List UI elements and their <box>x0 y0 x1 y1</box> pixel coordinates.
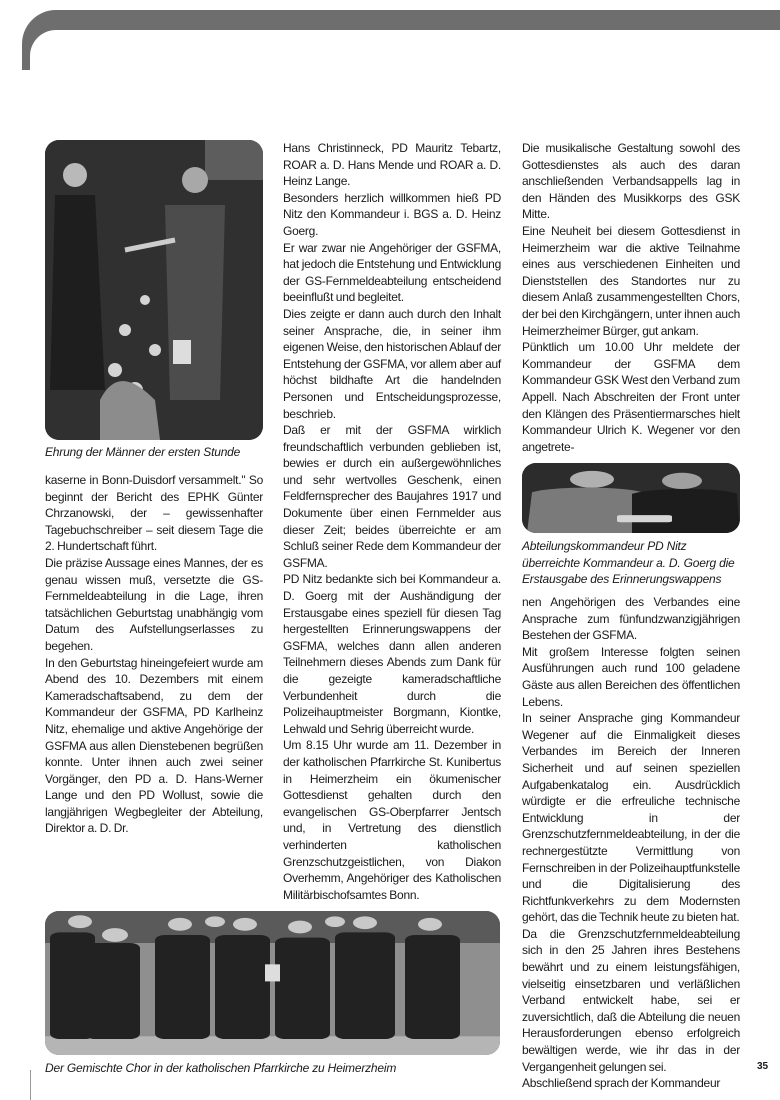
bottom-left-rule <box>30 1070 31 1100</box>
paragraph: Die musikalische Gestaltung sowohl des Gottesdienstes als auch des daran anschließenden Verbandsappells lag in den Händen des Musikkorps des GSK Mitte. <box>522 141 740 222</box>
column-3-bottom <box>522 594 740 1092</box>
caption-right: Abteilungskommandeur PD Nitz überreichte Kommandeur a. D. Goerg die Erstausgabe des Erinnerungswappens <box>522 539 735 586</box>
paragraph: Mit großem Interesse folgten seinen Ausführungen auch rund 100 geladene Gäste aus allen Bereichen des öffentlichen Lebens. <box>522 644 740 709</box>
paragraph: In seiner Ansprache ging Kommandeur Wegener auf die Einmaligkeit dieses Verbandes im Bereich der Inneren Sicherheit und auf seinen speziellen Aufgabenkatalog ein. Ausdrücklich würdigte er die erfreuliche technische Entwicklung in der Grenzschutzfernmeldeabteilung, in der die rechnergestützte Vermittlung von Fernschreiben in der Polizeihauptfunkstelle und die Digitalisierung des Richtfunkverkehrs zu dem Modernsten gehört, das die Technik heute zu bieten hat. <box>522 711 740 925</box>
photo-honoring-men-image <box>45 140 263 440</box>
page-number: 35 <box>757 1061 769 1072</box>
paragraph: Dies zeigte er dann auch durch den Inhalt seiner Ansprache, die, in seiner ihm eigenen Weise, den historischen Ablauf der Entstehung der GSFMA, vor allem aber auf höchst bildhafte Art die handelnden Personen und Entscheidungsprozesse, beschrieb. <box>283 306 501 421</box>
photo-handover <box>522 463 740 533</box>
paragraph: Pünktlich um 10.00 Uhr meldete der Kommandeur der GSFMA dem Kommandeur GSK West den Verband zum Appell. Nach Abschreiten der Front unter den Klängen des Präsentiermarsches hielt Kommandeur Ulrich K. Wegener vor den angetrete- <box>522 340 740 454</box>
paragraph: Daß er mit der GSFMA wirklich freundschaftlich verbunden geblieben ist, bewies er durch ein außergewöhnliches und sehr wertvolles Geschenk, einen Feldfernsprecher des Baujahres 1917 und Dokumente über einen Fernmelder aus dieser Zeit; beides überreichte er am Schluß seiner Rede dem Kommandeur der GSFMA. <box>283 423 501 570</box>
paragraph: Da die Grenzschutzfernmeldeabteilung sich in den 25 Jahren ihres Bestehens bewährt und zu einem leistungsfähigen, vielseitig einsetzbaren und verläßlichen Verband entwickelt habe, sei er zuversichtlich, daß die Abteilung die neuen Herausforderungen ebenso erfolgreich bewältigen werde, wie ihr das in der Vergangenheit gelungen sei. <box>522 926 740 1074</box>
paragraph: Um 8.15 Uhr wurde am 11. Dezember in der katholischen Pfarrkirche St. Kunibertus in Heimerzheim ein ökumenischer Gottesdienst gehalten durch den evangelischen GS-Oberpfarrer Jentsch und, in Vertretung des dienstlich verhinderten katholischen Grenzschutzgeistlichen, von Diakon Overhemm, Angehöriger des Katholischen Militärbischofsamtes Bonn. <box>283 738 501 902</box>
paragraph: Eine Neuheit bei diesem Gottesdienst in Heimerzheim war die aktive Teilnahme eines aus verschiedenen Einheiten und Dienststellen des Standortes nur zu diesem Anlaß zusammengestellten Chors, der bei den Kirchgängern, unter ihnen auch Heimerzheimer Bürger, gut ankam. <box>522 223 740 338</box>
caption-bottom: Der Gemischte Chor in der katholischen Pfarrkirche zu Heimerzheim <box>45 1061 397 1075</box>
photo-choir-image <box>45 911 500 1055</box>
paragraph: Hans Christinneck, PD Mauritz Tebartz, ROAR a. D. Hans Mende und ROAR a. D. Heinz Lange. <box>283 141 501 189</box>
column-1 <box>45 472 263 837</box>
caption-top-left: Ehrung der Männer der ersten Stunde <box>45 445 241 459</box>
page-frame-inner <box>30 30 780 90</box>
paragraph: kaserne in Bonn-Duisdorf versammelt." So beginnt der Bericht des EPHK Günter Chrzanowski, der – gewissenhafter Tagebuchschreiber – seit diesem Tage die 2. Hundertschaft führt. <box>45 473 263 554</box>
photo-honoring-men <box>45 140 263 440</box>
paragraph: nen Angehörigen des Verbandes eine Ansprache zum fünfundzwanzigjährigen Bestehen der GSFMA. <box>522 595 740 643</box>
column-3-top <box>522 140 740 455</box>
photo-choir <box>45 911 500 1055</box>
paragraph: In den Geburtstag hineingefeiert wurde am Abend des 10. Dezembers mit einem Kameradschaftsabend, zu dem der Kommandeur der GSFMA, PD Karlheinz Nitz, ehemalige und aktive Angehörige der GSFMA aus allen Dienstebenen begrüßen konnte. Unter ihnen auch zwei seiner Vorgänger, den PD a. D. Hans-Werner Lange und den PD Wollust, sowie die langjährigen Wegbegleiter der Abteilung, Direktor a. D. Dr. <box>45 655 263 836</box>
paragraph: Besonders herzlich willkommen hieß PD Nitz den Kommandeur i. BGS a. D. Heinz Goerg. <box>283 190 501 238</box>
paragraph: Er war zwar nie Angehöriger der GSFMA, hat jedoch die Entstehung und Entwicklung der GS-Fernmeldeabteilung entscheidend beeinflußt und begleitet. <box>283 240 501 305</box>
photo-handover-image <box>522 463 740 533</box>
paragraph: PD Nitz bedankte sich bei Kommandeur a. D. Goerg mit der Aushändigung der Erstausgabe eines speziell für diesen Tag hergestellten Erinnerungswappens der GSFMA, welches dann allen anderen Teilnehmern dieses Abends zum Dank für die gezeigte kameradschaftliche Verbundenheit durch die Polizeihauptmeister Borgmann, Kiontke, Lehwald und Sehrig überreicht wurde. <box>283 572 501 736</box>
paragraph: Die präzise Aussage eines Mannes, der es genau wissen muß, versetzte die GS-Fernmeldeabteilung in die Lage, ihren tatsächlichen Geburtstag unabhängig vom Datum des Aufstellungserlasses zu begehen. <box>45 555 263 653</box>
column-2 <box>283 140 501 903</box>
paragraph: Abschließend sprach der Kommandeur <box>522 1076 721 1091</box>
